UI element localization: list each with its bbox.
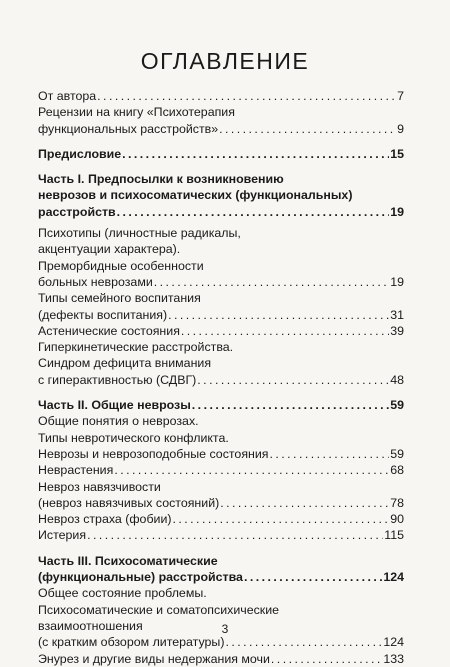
toc-entry [38,495,404,511]
toc-entry-title: с гиперактивностью (СДВГ) [38,372,197,387]
toc-entry [38,585,404,601]
toc-entry-title: Предисловие [38,146,122,161]
toc-entry-page: 124 [383,635,404,650]
toc-entry-page: 15 [390,146,404,161]
toc-entry-title: Гиперкинетические расстройства. [38,340,234,355]
dot-leader [220,495,389,511]
toc-entry-page: 133 [383,651,404,666]
toc-entry-page: 59 [390,446,404,461]
toc-entry [38,204,404,220]
toc-entry [38,121,404,137]
toc-entry-title: Неврозы и неврозоподобные состояния [38,446,269,461]
toc-entry-page: 7 [397,89,404,103]
toc-entry-title: больных неврозами [38,274,153,289]
dot-leader [97,88,396,104]
toc-entry [38,307,404,323]
toc-entry-title: Невроз страха (фобии) [38,512,172,527]
toc-entry-page: 78 [390,495,404,510]
dot-leader [122,146,389,162]
toc-entry-title: Психотипы (личностные радикалы, [38,226,241,241]
dot-leader [114,462,389,478]
dot-leader [173,511,390,527]
toc-entry [38,241,404,257]
toc-entry-title: Астенические состояния [38,323,180,338]
toc-entry-title: Часть II. Общие неврозы [38,398,191,413]
toc-entry [38,323,404,339]
toc-entry [38,171,404,187]
toc-entry [38,88,404,104]
toc-entry [38,397,404,413]
toc-entry [38,430,404,446]
dot-leader [244,569,382,585]
toc-entry-page: 39 [390,323,404,338]
toc-entry-page: 19 [390,204,404,219]
dot-leader [270,446,390,462]
dot-leader [225,634,382,650]
toc-entry [38,104,404,120]
toc-entry-title: (невроз навязчивых состояний) [38,495,220,510]
toc-entry-page: 9 [397,121,404,136]
toc-entry [38,274,404,290]
toc-entry-title: Часть III. Психосоматические [38,553,218,568]
toc-entry [38,146,404,162]
toc-entry-page: 48 [390,372,404,387]
toc-entry [38,355,404,371]
toc-entry [38,225,404,241]
toc-entry-title: (функциональные) расстройства [38,570,243,585]
toc-entry [38,569,404,585]
toc-entry-title: Невроз навязчивости [38,479,161,494]
toc-entry-title: Общее состояние проблемы. [38,586,207,601]
table-of-contents [38,88,404,667]
toc-entry-title: Энурез и другие виды недержания мочи [38,651,270,666]
toc-entry-title: Типы семейного воспитания [38,291,201,306]
dot-leader [168,307,389,323]
toc-entry-title: Типы невротического конфликта. [38,430,229,445]
toc-entry-page: 68 [390,463,404,478]
dot-leader [219,121,396,137]
toc-entry [38,634,404,650]
toc-entry-title: Синдром дефицита внимания [38,356,212,371]
toc-entry-title: Часть I. Предпосылки к возникновению [38,172,284,187]
toc-entry [38,339,404,355]
toc-entry-title: неврозов и психосоматических (функциональных) [38,188,353,203]
toc-entry-page: 115 [384,528,404,543]
toc-entry-title: Рецензии на книгу «Психотерапия [38,105,235,120]
toc-entry-page: 90 [390,512,404,527]
dot-leader [192,397,389,413]
toc-entry-title: От автора [38,89,97,103]
dot-leader [87,527,383,543]
dot-leader [154,274,389,290]
toc-entry-title: Психосоматические и соматопсихические [38,602,280,617]
toc-entry [38,527,404,543]
toc-entry-page: 19 [390,274,404,289]
toc-entry [38,553,404,569]
toc-entry-title: расстройств [38,204,116,219]
page-title: ОГЛАВЛЕНИЕ [140,48,310,74]
toc-entry-title: (дефекты воспитания) [38,307,168,322]
toc-entry [38,462,404,478]
toc-entry-title: Общие понятия о неврозах. [38,414,199,429]
toc-entry [38,187,404,203]
toc-entry-title: Преморбидные особенности [38,258,204,273]
toc-entry-title: взаимоотношения [38,618,143,633]
toc-entry-title: (с кратким обзором литературы) [38,635,225,650]
page-number: 3 [221,622,229,636]
toc-entry [38,602,404,618]
toc-entry-page: 31 [390,307,404,322]
toc-entry-page: 59 [390,398,404,413]
toc-entry [38,290,404,306]
toc-entry-title: функциональных расстройств» [38,121,219,136]
toc-entry [38,446,404,462]
toc-entry [38,258,404,274]
toc-entry [38,479,404,495]
dot-leader [181,323,389,339]
toc-entry-title: акцентуации характера). [38,242,181,257]
toc-entry [38,413,404,429]
toc-entry-page: 124 [383,570,404,585]
toc-entry [38,511,404,527]
dot-leader [117,204,390,220]
toc-entry-title: Истерия [38,528,87,543]
toc-entry-title: Неврастения [38,463,114,478]
toc-entry [38,372,404,388]
dot-leader [197,372,389,388]
